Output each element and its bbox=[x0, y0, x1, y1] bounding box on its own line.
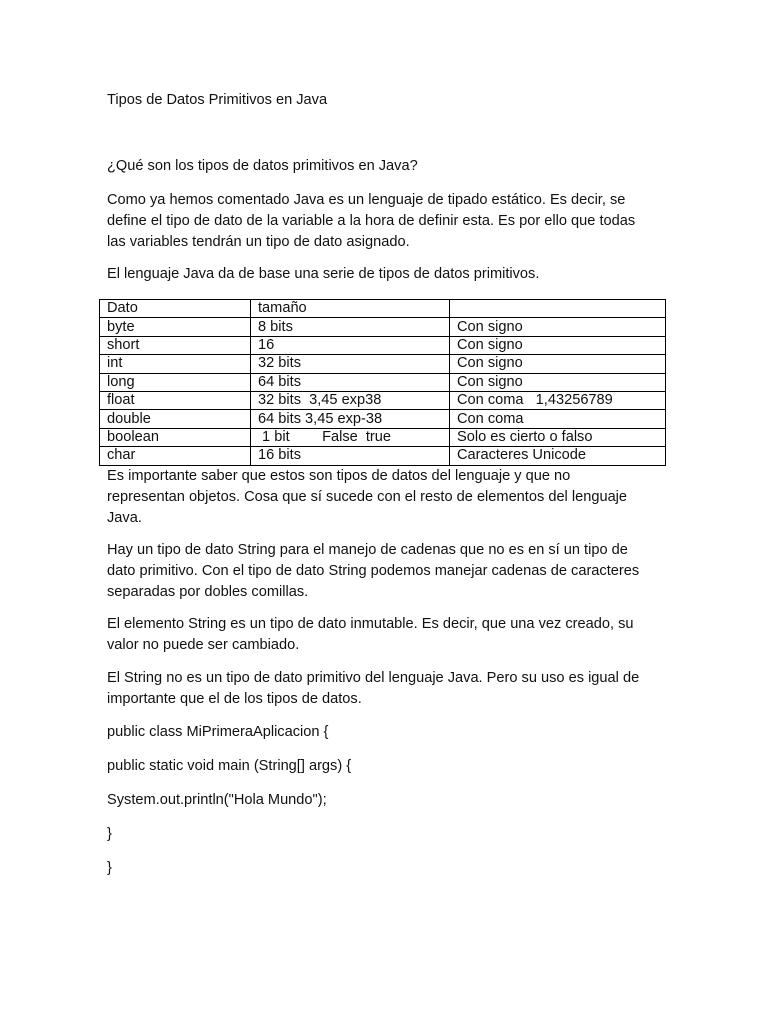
table-row bbox=[100, 428, 666, 446]
table-cell-note: Con signo bbox=[450, 355, 666, 373]
paragraph-line: importante que el de los tipos de datos. bbox=[107, 691, 362, 707]
code-line: System.out.println("Hola Mundo"); bbox=[107, 792, 327, 808]
table-row bbox=[100, 447, 666, 465]
table-cell-size: 32 bits 3,45 exp38 bbox=[251, 391, 450, 409]
table-intro: El lenguaje Java da de base una serie de tipos de datos primitivos. bbox=[107, 266, 540, 282]
table-cell-type: char bbox=[100, 447, 251, 465]
table-cell-size: 1 bit False true bbox=[251, 428, 450, 446]
table-header-row bbox=[100, 300, 666, 318]
table-cell-type: long bbox=[100, 373, 251, 391]
paragraph-line: representan objetos. Cosa que sí sucede con el resto de elementos del lenguaje bbox=[107, 489, 628, 505]
table-cell-size: 16 bits bbox=[251, 447, 450, 465]
primitive-types-table bbox=[99, 299, 666, 466]
paragraph-line: dato primitivo. Con el tipo de dato String podemos manejar cadenas de caracteres bbox=[107, 563, 640, 579]
table-cell-type: byte bbox=[100, 318, 251, 336]
table-cell-type: boolean bbox=[100, 428, 251, 446]
table-cell-note: Con signo bbox=[450, 373, 666, 391]
table-cell-size: 64 bits 3,45 exp-38 bbox=[251, 410, 450, 428]
table-row bbox=[100, 318, 666, 336]
table-cell-type: short bbox=[100, 336, 251, 354]
table-cell-note: Con coma bbox=[450, 410, 666, 428]
table-cell-note: Solo es cierto o falso bbox=[450, 428, 666, 446]
table-row bbox=[100, 391, 666, 409]
section-question: ¿Qué son los tipos de datos primitivos en Java? bbox=[107, 158, 418, 174]
code-line: } bbox=[107, 826, 112, 842]
table-header-cell: tamaño bbox=[251, 300, 450, 318]
table-cell-note: Con coma 1,43256789 bbox=[450, 391, 666, 409]
table-row bbox=[100, 410, 666, 428]
paragraph-line: Java. bbox=[107, 510, 142, 526]
table-cell-size: 16 bbox=[251, 336, 450, 354]
code-line: public class MiPrimeraAplicacion { bbox=[107, 724, 329, 740]
table-cell-type: double bbox=[100, 410, 251, 428]
paragraph-line: El String no es un tipo de dato primitivo del lenguaje Java. Pero su uso es igual de bbox=[107, 670, 640, 686]
intro-line: define el tipo de dato de la variable a la hora de definir esta. Es por ello que todas bbox=[107, 213, 636, 229]
table-cell-size: 32 bits bbox=[251, 355, 450, 373]
table-header-cell bbox=[450, 300, 666, 318]
document-title: Tipos de Datos Primitivos en Java bbox=[107, 92, 328, 108]
code-line: } bbox=[107, 860, 112, 876]
table-cell-type: float bbox=[100, 391, 251, 409]
table-cell-note: Con signo bbox=[450, 336, 666, 354]
intro-line: las variables tendrán un tipo de dato asignado. bbox=[107, 234, 410, 250]
table-cell-note: Con signo bbox=[450, 318, 666, 336]
intro-line: Como ya hemos comentado Java es un lenguaje de tipado estático. Es decir, se bbox=[107, 192, 626, 208]
table-cell-note: Caracteres Unicode bbox=[450, 447, 666, 465]
paragraph-line: Hay un tipo de dato String para el manejo de cadenas que no es en sí un tipo de bbox=[107, 542, 628, 558]
table-cell-size: 64 bits bbox=[251, 373, 450, 391]
paragraph-line: valor no puede ser cambiado. bbox=[107, 637, 300, 653]
code-line: public static void main (String[] args) { bbox=[107, 758, 352, 774]
table-header-cell: Dato bbox=[100, 300, 251, 318]
table-cell-size: 8 bits bbox=[251, 318, 450, 336]
table-row bbox=[100, 373, 666, 391]
table-cell-type: int bbox=[100, 355, 251, 373]
paragraph-line: El elemento String es un tipo de dato inmutable. Es decir, que una vez creado, su bbox=[107, 616, 634, 632]
paragraph-line: separadas por dobles comillas. bbox=[107, 584, 309, 600]
paragraph-line: Es importante saber que estos son tipos de datos del lenguaje y que no bbox=[107, 468, 571, 484]
table-row bbox=[100, 336, 666, 354]
table-row bbox=[100, 355, 666, 373]
